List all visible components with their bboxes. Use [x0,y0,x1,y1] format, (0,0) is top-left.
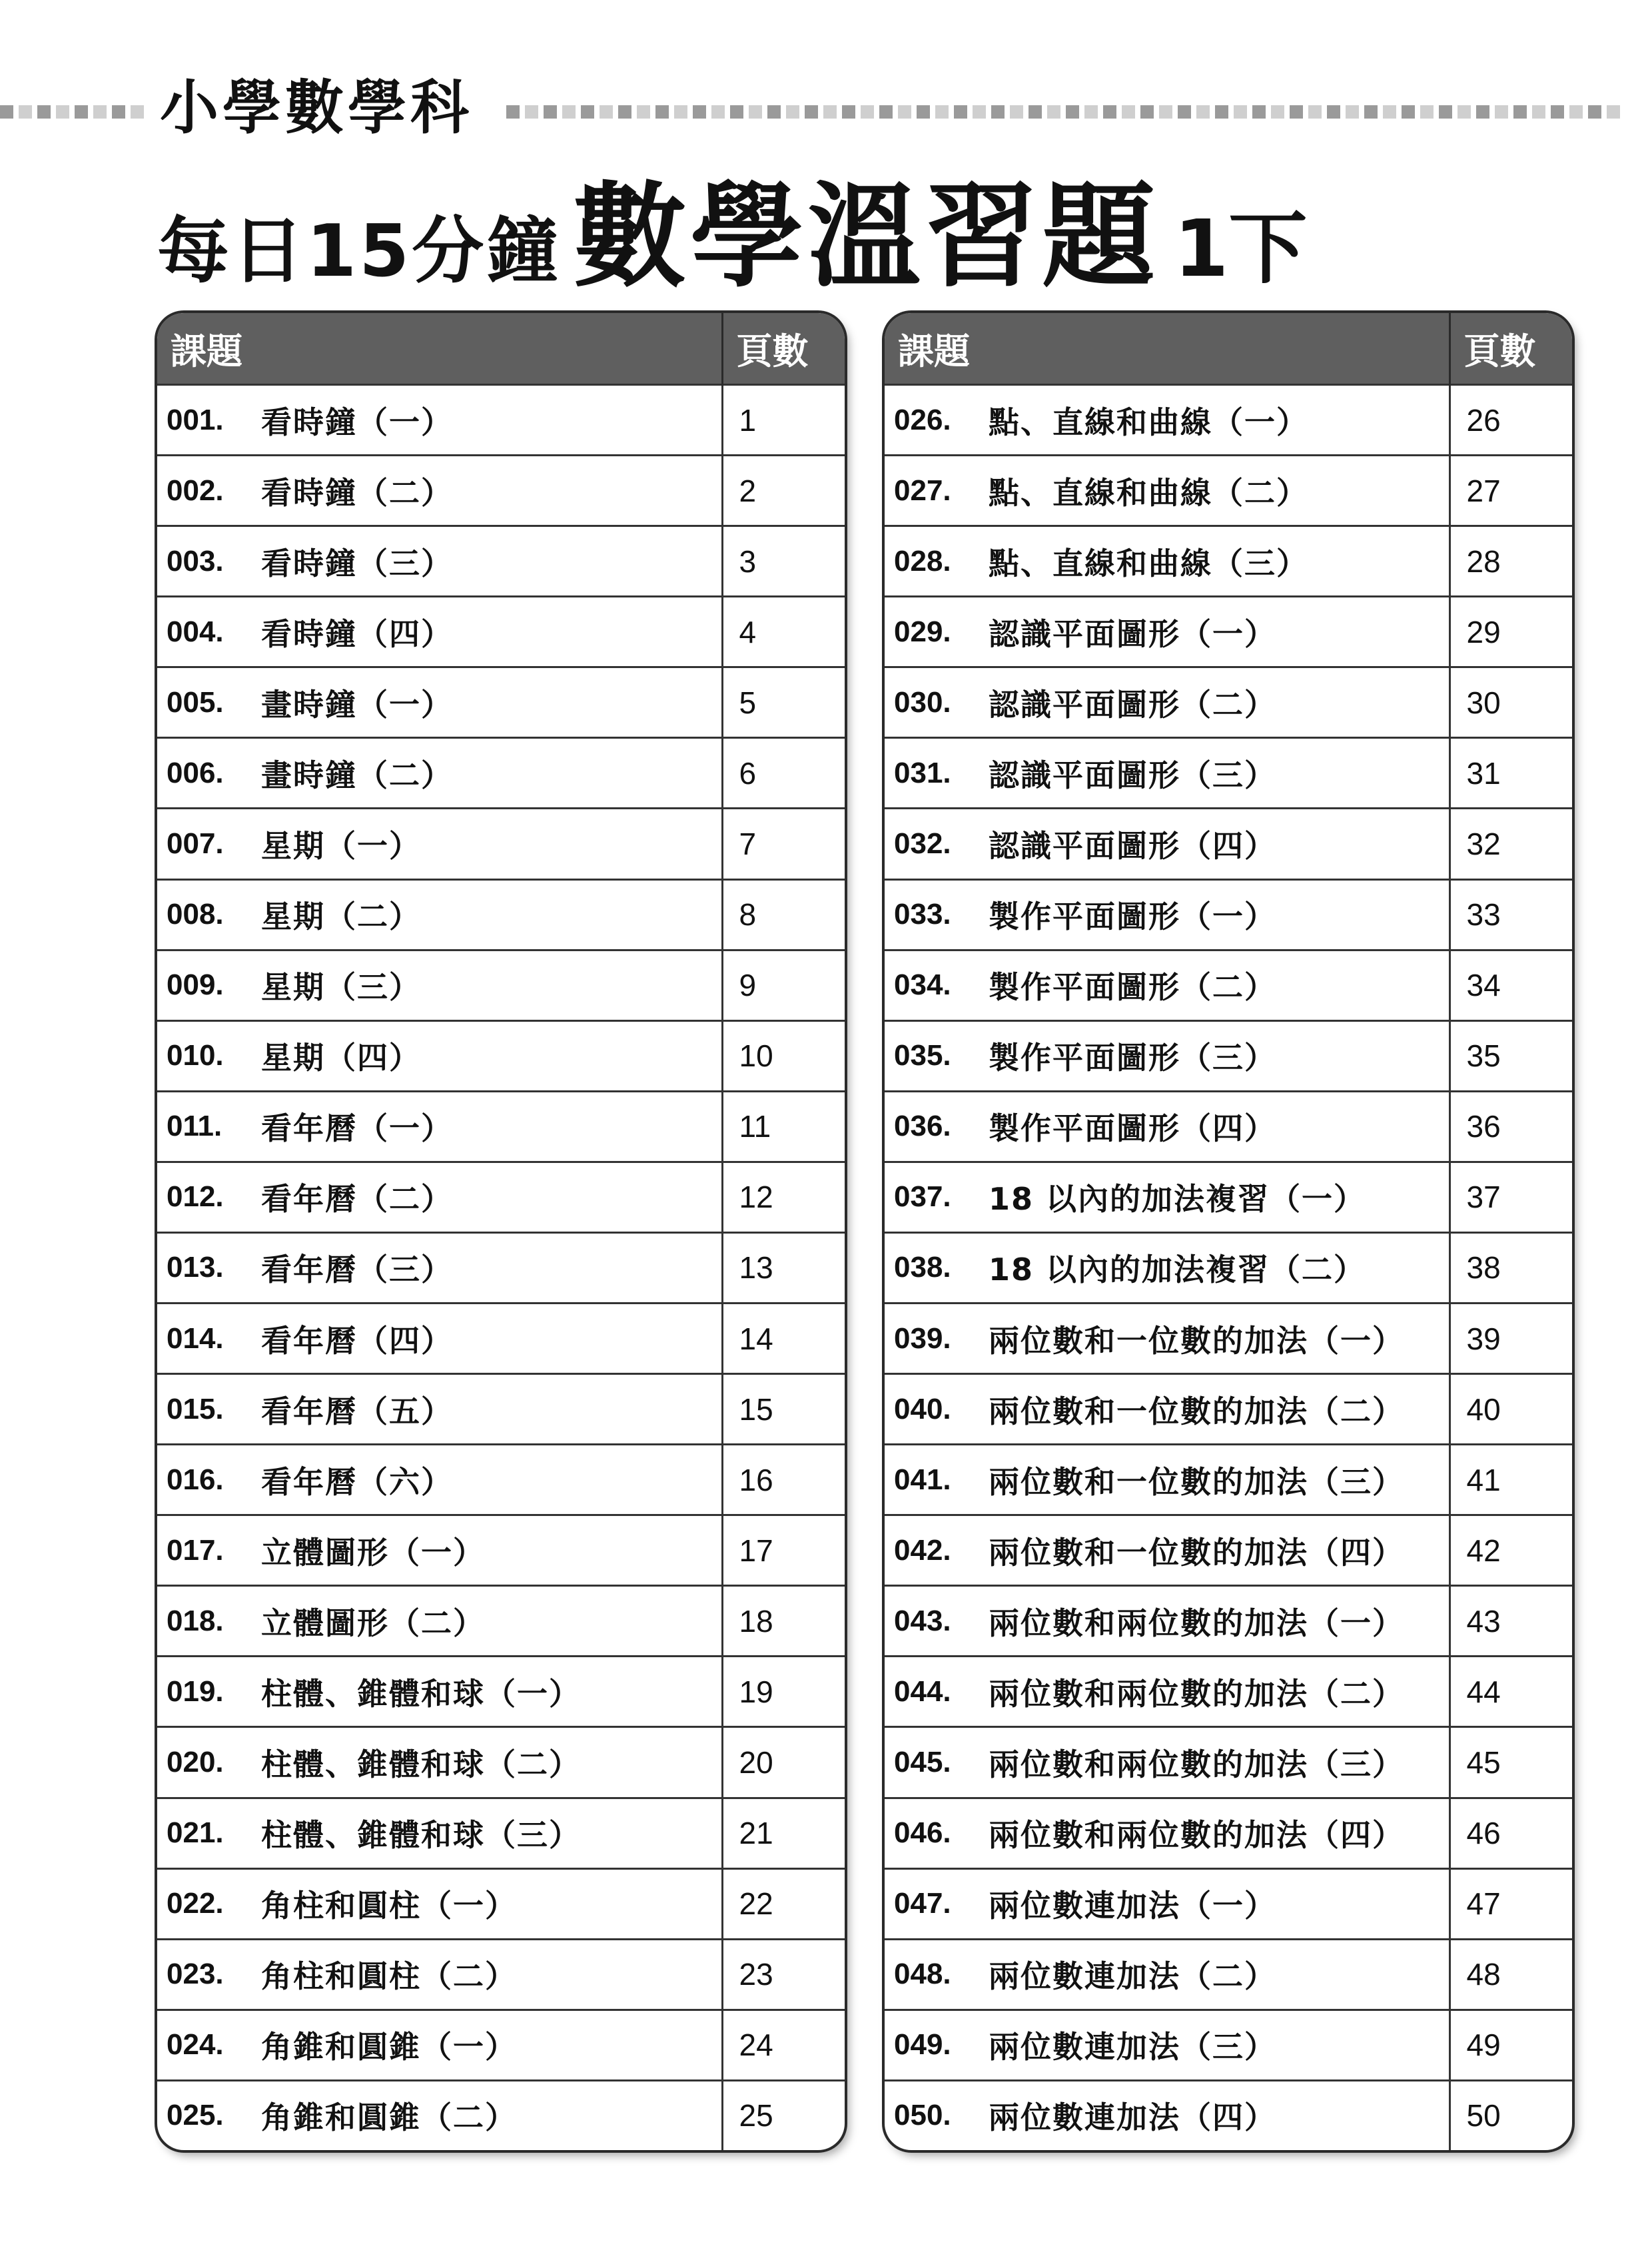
topic-cell [885,597,1449,667]
lesson-number: 007. [167,827,224,860]
lesson-number: 032. [894,827,951,860]
table-row [157,2010,845,2080]
table-row [885,1020,1572,1091]
lesson-number: 027. [894,474,951,507]
topic-cell [885,809,1449,879]
page-number: 32 [1449,809,1572,879]
table-row [157,1586,845,1657]
table-row [157,1657,845,1727]
topic-cell [157,1939,722,2010]
page-number: 36 [1449,1091,1572,1162]
lesson-topic: 角錐和圓錐（一） [261,2029,517,2065]
table-row [885,1798,1572,1868]
column-header-topic: 課題 [885,313,1449,385]
page-number: 27 [1449,456,1572,526]
lesson-topic: 立體圖形（二） [261,1605,485,1641]
page-number: 1 [722,385,845,456]
lesson-number: 048. [894,1958,951,1991]
topic-cell [157,738,722,809]
lesson-number: 030. [894,685,951,719]
topic-cell [885,1374,1449,1445]
topic-cell [157,1374,722,1445]
page-number: 21 [722,1798,845,1868]
lesson-topic: 兩位數和一位數的加法（一） [989,1322,1404,1359]
page-number: 29 [1449,597,1572,667]
lesson-number: 050. [894,2099,951,2132]
lesson-number: 040. [894,1392,951,1425]
table-row [157,1939,845,2010]
table-row [157,385,845,456]
lesson-topic: 柱體、錐體和球（二） [261,1746,581,1783]
topic-cell [885,1868,1449,1939]
column-header-page: 頁數 [722,313,845,385]
table-row [885,526,1572,597]
table-row [157,1868,845,1939]
lesson-topic: 立體圖形（一） [261,1534,485,1571]
lesson-topic: 畫時鐘（二） [261,757,453,793]
table-row [157,456,845,526]
topic-cell [157,1445,722,1515]
topic-cell [157,456,722,526]
lesson-topic: 角柱和圓柱（二） [261,1958,517,1995]
page-number: 3 [722,526,845,597]
lesson-topic: 兩位數連加法（四） [989,2099,1276,2136]
table-row [885,2080,1572,2150]
lesson-topic: 星期（二） [261,899,421,935]
topic-cell [157,1657,722,1727]
lesson-number: 013. [167,1251,224,1284]
lesson-number: 004. [167,615,224,648]
topic-cell [885,456,1449,526]
table-row [885,950,1572,1020]
lesson-number: 034. [894,968,951,1002]
column-header-page: 頁數 [1449,313,1572,385]
page-number: 39 [1449,1304,1572,1374]
page-number: 11 [722,1091,845,1162]
lesson-topic: 製作平面圖形（三） [989,1040,1276,1076]
topic-cell [885,950,1449,1020]
topic-cell [157,1798,722,1868]
lesson-number: 018. [167,1604,224,1637]
page-number: 2 [722,456,845,526]
lesson-topic: 18 以內的加法複習（一） [989,1181,1366,1218]
table-row [885,1091,1572,1162]
lesson-topic: 看年曆（一） [261,1110,453,1147]
topic-cell [157,1162,722,1232]
table-row [885,809,1572,879]
table-row [885,879,1572,950]
page-number: 41 [1449,1445,1572,1515]
page-number: 48 [1449,1939,1572,2010]
title-part-daily: 每日15分鐘 [157,210,562,293]
lesson-number: 001. [167,403,224,436]
page-number: 26 [1449,385,1572,456]
table-row [885,597,1572,667]
lesson-topic: 兩位數連加法（一） [989,1888,1276,1924]
table-row [157,950,845,1020]
table-row [885,1232,1572,1303]
topic-cell [157,2080,722,2150]
page-number: 38 [1449,1232,1572,1303]
topic-cell [157,2010,722,2080]
table-row [885,456,1572,526]
page-number: 44 [1449,1657,1572,1727]
page-number: 30 [1449,667,1572,738]
page-number: 13 [722,1232,845,1303]
topic-cell [885,1939,1449,2010]
topic-cell [885,1162,1449,1232]
topic-cell [157,1304,722,1374]
table-row [157,1304,845,1374]
page-number: 6 [722,738,845,809]
lesson-topic: 認識平面圖形（三） [989,757,1276,793]
page-number: 24 [722,2010,845,2080]
topic-cell [885,2080,1449,2150]
lesson-topic: 柱體、錐體和球（三） [261,1817,581,1854]
table-row [885,385,1572,456]
lesson-number: 049. [894,2028,951,2062]
lesson-number: 012. [167,1180,224,1214]
page-number: 4 [722,597,845,667]
table-row [157,1515,845,1586]
lesson-topic: 兩位數和一位數的加法（二） [989,1393,1404,1429]
lesson-topic: 點、直線和曲線（二） [989,474,1308,511]
page-number: 15 [722,1374,845,1445]
lesson-topic: 星期（一） [261,828,421,864]
table-row [157,1162,845,1232]
page-number: 20 [722,1727,845,1798]
lesson-number: 047. [894,1887,951,1920]
lesson-number: 005. [167,685,224,719]
lesson-topic: 看年曆（四） [261,1322,453,1359]
table-row [157,667,845,738]
page-number: 49 [1449,2010,1572,2080]
table-row [885,738,1572,809]
lesson-number: 008. [167,898,224,931]
page-number: 50 [1449,2080,1572,2150]
lesson-number: 041. [894,1463,951,1496]
lesson-topic: 兩位數連加法（二） [989,1958,1276,1995]
lesson-number: 026. [894,403,951,436]
table-row [157,597,845,667]
lesson-topic: 星期（四） [261,1040,421,1076]
topic-cell [885,1586,1449,1657]
topic-cell [157,879,722,950]
lesson-topic: 看年曆（五） [261,1393,453,1429]
topic-cell [157,1515,722,1586]
page-number: 10 [722,1020,845,1091]
toc-table-right [885,313,1572,2150]
page-number: 37 [1449,1162,1572,1232]
topic-cell [157,950,722,1020]
topic-cell [885,1657,1449,1727]
topic-cell [157,597,722,667]
topic-cell [157,385,722,456]
header-dash-left [0,105,151,119]
lesson-topic: 看年曆（六） [261,1463,453,1500]
lesson-number: 003. [167,544,224,577]
page-number: 28 [1449,526,1572,597]
topic-cell [885,526,1449,597]
book-title [157,145,1307,308]
page-number: 18 [722,1586,845,1657]
lesson-topic: 兩位數和一位數的加法（三） [989,1463,1404,1500]
table-row [885,1868,1572,1939]
page-number: 47 [1449,1868,1572,1939]
lesson-topic: 製作平面圖形（四） [989,1110,1276,1147]
topic-cell [885,1091,1449,1162]
lesson-number: 002. [167,474,224,507]
title-part-grade: 1下 [1174,202,1308,294]
lesson-number: 042. [894,1533,951,1567]
lesson-topic: 點、直線和曲線（三） [989,545,1308,581]
topic-cell [885,667,1449,738]
lesson-number: 009. [167,968,224,1002]
subtitle: 小學數學科 [160,73,474,142]
topic-cell [885,1727,1449,1798]
lesson-number: 017. [167,1533,224,1567]
table-row [157,809,845,879]
topic-cell [885,1020,1449,1091]
lesson-number: 035. [894,1039,951,1072]
lesson-number: 025. [167,2099,224,2132]
page-number: 40 [1449,1374,1572,1445]
lesson-topic: 兩位數和兩位數的加法（四） [989,1817,1404,1854]
lesson-number: 024. [167,2028,224,2062]
table-row [885,1586,1572,1657]
lesson-number: 045. [894,1746,951,1779]
table-row [885,1445,1572,1515]
page-number: 34 [1449,950,1572,1020]
lesson-number: 036. [894,1110,951,1143]
lesson-number: 046. [894,1816,951,1850]
lesson-number: 011. [167,1110,222,1143]
topic-cell [157,1727,722,1798]
topic-cell [157,1091,722,1162]
table-row [885,1727,1572,1798]
topic-cell [157,1586,722,1657]
table-row [885,1304,1572,1374]
page-number: 16 [722,1445,845,1515]
lesson-topic: 看時鐘（二） [261,474,453,511]
table-row [885,667,1572,738]
table-row [157,738,845,809]
page-number: 14 [722,1304,845,1374]
table-row [157,1020,845,1091]
lesson-topic: 點、直線和曲線（一） [989,404,1308,440]
lesson-number: 044. [894,1675,951,1708]
topic-cell [157,1020,722,1091]
table-row [157,526,845,597]
table-row [157,1445,845,1515]
lesson-number: 014. [167,1321,224,1355]
page-number: 45 [1449,1727,1572,1798]
lesson-number: 010. [167,1039,224,1072]
lesson-topic: 製作平面圖形（一） [989,899,1276,935]
lesson-topic: 看時鐘（一） [261,404,453,440]
topic-cell [885,2010,1449,2080]
lesson-number: 015. [167,1392,224,1425]
page-number: 8 [722,879,845,950]
page-number: 12 [722,1162,845,1232]
lesson-number: 022. [167,1887,224,1920]
topic-cell [885,738,1449,809]
page-number: 17 [722,1515,845,1586]
table-row [885,1515,1572,1586]
page-number: 33 [1449,879,1572,950]
topic-cell [157,667,722,738]
lesson-topic: 看時鐘（三） [261,545,453,581]
page-number: 7 [722,809,845,879]
lesson-number: 033. [894,898,951,931]
lesson-topic: 兩位數和兩位數的加法（三） [989,1746,1404,1783]
lesson-topic: 看年曆（二） [261,1181,453,1218]
table-row [157,879,845,950]
page-number: 25 [722,2080,845,2150]
lesson-topic: 認識平面圖形（四） [989,828,1276,864]
lesson-topic: 角柱和圓柱（一） [261,1888,517,1924]
page-number: 9 [722,950,845,1020]
page-number: 31 [1449,738,1572,809]
lesson-topic: 角錐和圓錐（二） [261,2099,517,2136]
table-row [885,1162,1572,1232]
topic-cell [157,809,722,879]
lesson-topic: 看時鐘（四） [261,615,453,652]
lesson-number: 038. [894,1251,951,1284]
lesson-topic: 兩位數和一位數的加法（四） [989,1534,1404,1571]
table-row [885,1939,1572,2010]
page-number: 35 [1449,1020,1572,1091]
page-number: 23 [722,1939,845,2010]
lesson-number: 023. [167,1958,224,1991]
column-header-topic: 課題 [157,313,722,385]
table-row [157,2080,845,2150]
table-row [885,1374,1572,1445]
page-number: 46 [1449,1798,1572,1868]
table-row [157,1798,845,1868]
lesson-topic: 認識平面圖形（二） [989,686,1276,723]
topic-cell [885,385,1449,456]
topic-cell [157,1232,722,1303]
topic-cell [157,1868,722,1939]
table-row [157,1727,845,1798]
lesson-topic: 18 以內的加法複習（二） [989,1252,1366,1288]
lesson-number: 043. [894,1604,951,1637]
page-number: 42 [1449,1515,1572,1586]
lesson-number: 029. [894,615,951,648]
lesson-number: 021. [167,1816,224,1850]
lesson-number: 020. [167,1746,224,1779]
title-part-main: 數學溫習題 [573,171,1160,303]
lesson-topic: 看年曆（三） [261,1252,453,1288]
table-row [157,1232,845,1303]
lesson-number: 039. [894,1321,951,1355]
lesson-number: 016. [167,1463,224,1496]
page-number: 5 [722,667,845,738]
lesson-topic: 畫時鐘（一） [261,686,453,723]
lesson-topic: 兩位數和兩位數的加法（二） [989,1675,1404,1712]
lesson-topic: 兩位數連加法（三） [989,2029,1276,2065]
page-number: 22 [722,1868,845,1939]
topic-cell [885,1304,1449,1374]
lesson-number: 019. [167,1675,224,1708]
table-row [885,1657,1572,1727]
page-number: 19 [722,1657,845,1727]
page-number: 43 [1449,1586,1572,1657]
lesson-number: 037. [894,1180,951,1214]
table-row [157,1374,845,1445]
topic-cell [885,1232,1449,1303]
topic-cell [157,526,722,597]
topic-cell [885,1515,1449,1586]
header-dash-right [506,105,1652,119]
lesson-number: 028. [894,544,951,577]
topic-cell [885,1445,1449,1515]
lesson-topic: 柱體、錐體和球（一） [261,1675,581,1712]
topic-cell [885,879,1449,950]
lesson-number: 031. [894,756,951,789]
topic-cell [885,1798,1449,1868]
lesson-topic: 製作平面圖形（二） [989,969,1276,1006]
lesson-number: 006. [167,756,224,789]
lesson-topic: 星期（三） [261,969,421,1006]
table-row [157,1091,845,1162]
table-row [885,2010,1572,2080]
lesson-topic: 認識平面圖形（一） [989,615,1276,652]
toc-table-left [157,313,845,2150]
lesson-topic: 兩位數和兩位數的加法（一） [989,1605,1404,1641]
